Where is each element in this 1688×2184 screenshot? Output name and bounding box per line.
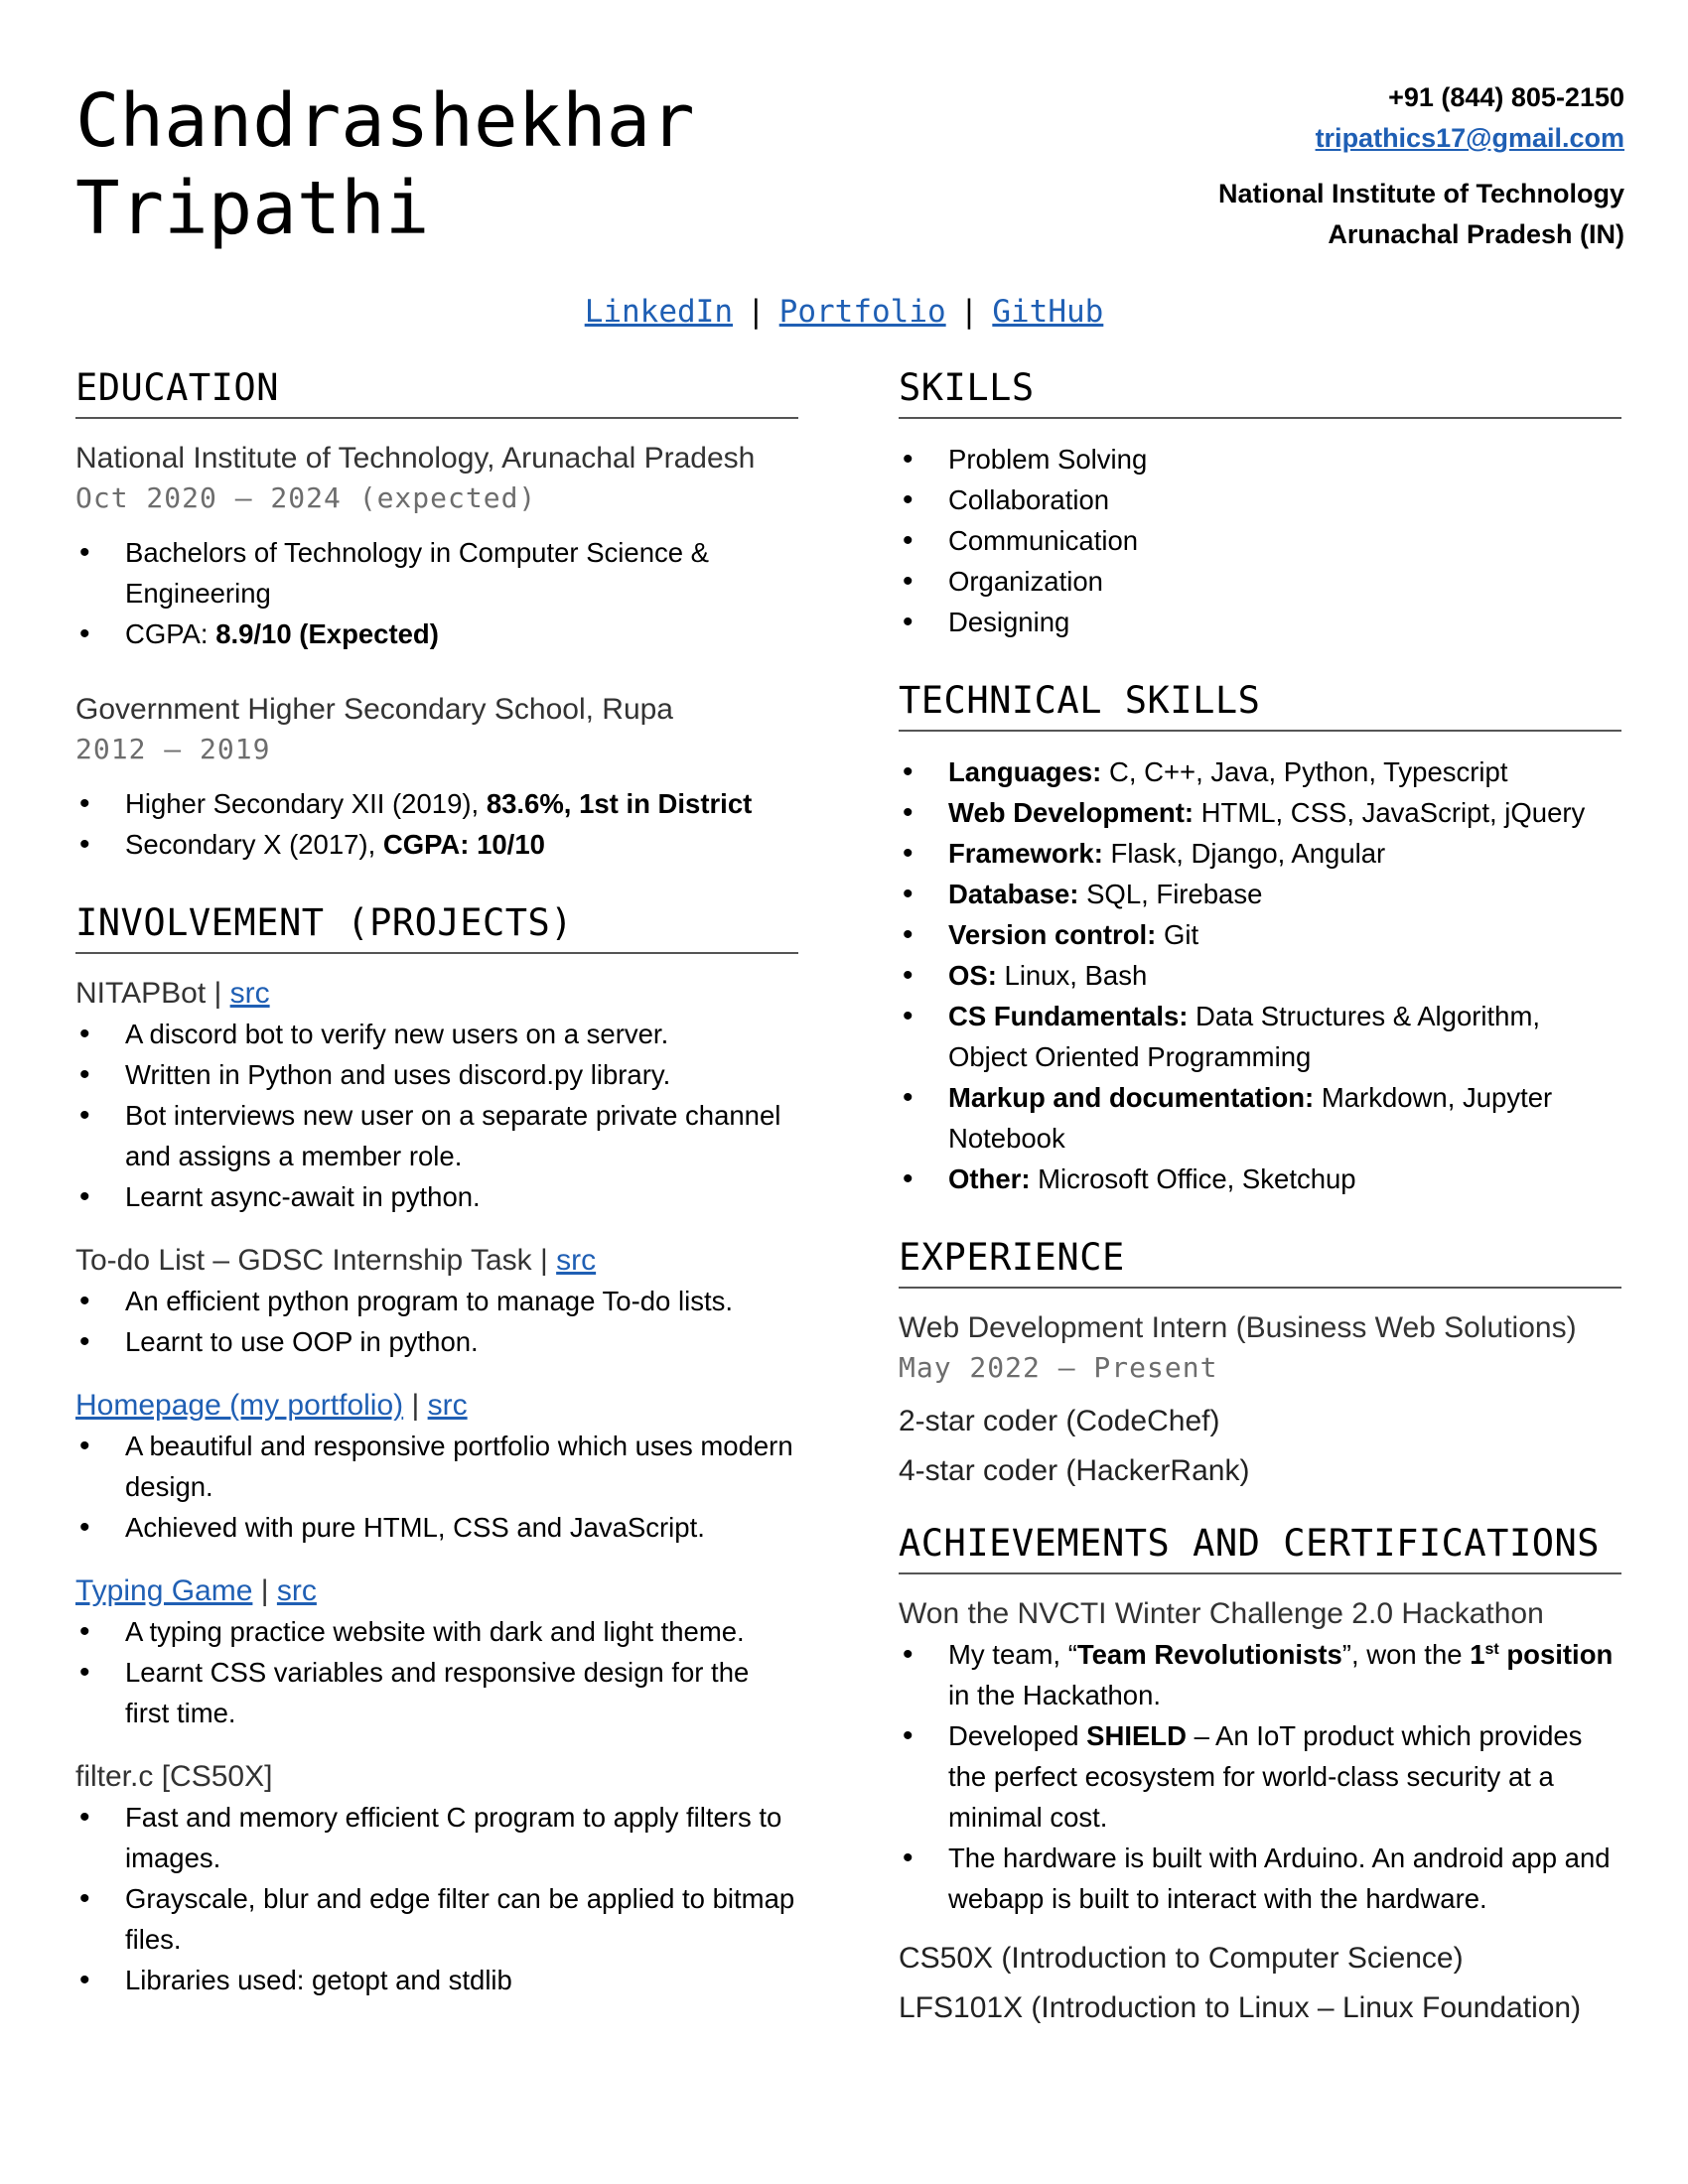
candidate-name [75, 77, 695, 252]
list-item: • A typing practice website with dark and light theme. [75, 1611, 798, 1652]
linkedin-link[interactable]: LinkedIn [584, 294, 733, 330]
cs50x-certification: CS50X (Introduction to Computer Science) [899, 1942, 1464, 1975]
list-item: • Written in Python and uses discord.py library. [75, 1054, 798, 1095]
institute-line-1: National Institute of Technology [1218, 179, 1624, 208]
left-column [75, 365, 798, 2014]
project-homepage-title: Homepage (my portfolio) | src [75, 1389, 468, 1422]
nit-date: Oct 2020 – 2024 (expected) [75, 481, 537, 514]
list-item: • Higher Secondary XII (2019), 83.6%, 1st in District [75, 783, 798, 824]
technical-skills-heading: TECHNICAL SKILLS [899, 678, 1621, 732]
skills-heading: SKILLS [899, 365, 1621, 419]
internship-title: Web Development Intern (Business Web Solutions) [899, 1311, 1577, 1344]
typing-game-link[interactable]: Typing Game [75, 1574, 253, 1607]
list-item: • Libraries used: getopt and stdlib [75, 1960, 798, 2000]
list-item: • Markup and documentation: Markdown, Jupyter Notebook [899, 1077, 1621, 1159]
school-title: Government Higher Secondary School, Rupa [75, 693, 673, 726]
list-item: • Other: Microsoft Office, Sketchup [899, 1159, 1621, 1199]
list-item: • Bot interviews new user on a separate private channel and assigns a member role. [75, 1095, 798, 1176]
project-typing-title: Typing Game | src [75, 1574, 317, 1607]
school-date: 2012 – 2019 [75, 733, 271, 765]
list-item: • Achieved with pure HTML, CSS and JavaScript. [75, 1507, 798, 1548]
list-item: • Framework: Flask, Django, Angular [899, 833, 1621, 874]
project-nitapbot-bullets [75, 1014, 798, 1217]
institute-line-2: Arunachal Pradesh (IN) [1328, 219, 1624, 249]
link-separator: | [747, 294, 766, 330]
project-typing-bullets [75, 1611, 798, 1733]
hackathon-title: Won the NVCTI Winter Challenge 2.0 Hackathon [899, 1597, 1544, 1630]
codechef-rating: 2-star coder (CodeChef) [899, 1405, 1220, 1437]
list-item: • CS Fundamentals: Data Structures & Algorithm, Object Oriented Programming [899, 996, 1621, 1077]
education-heading: EDUCATION [75, 365, 798, 419]
link-separator: | [959, 294, 979, 330]
list-item: • A discord bot to verify new users on a server. [75, 1014, 798, 1054]
list-item: • Developed SHIELD – An IoT product which provides the perfect ecosystem for world-class security at a minimal cost. [899, 1715, 1621, 1838]
list-item: • Version control: Git [899, 914, 1621, 955]
list-item: • Fast and memory efficient C program to apply filters to images. [75, 1797, 798, 1878]
email-link[interactable]: tripathics17@gmail.com [1315, 123, 1624, 153]
src-link[interactable]: src [427, 1389, 468, 1422]
nit-title: National Institute of Technology, Arunachal Pradesh [75, 442, 756, 475]
list-item: • An efficient python program to manage To-do lists. [75, 1281, 798, 1321]
list-item: • A beautiful and responsive portfolio which uses modern design. [75, 1426, 798, 1507]
list-item: • Secondary X (2017), CGPA: 10/10 [75, 824, 798, 865]
achievements-heading: ACHIEVEMENTS AND CERTIFICATIONS [899, 1521, 1621, 1574]
project-filter-title: filter.c [CS50X] [75, 1760, 273, 1793]
project-todo-bullets [75, 1281, 798, 1362]
hackerrank-rating: 4-star coder (HackerRank) [899, 1454, 1250, 1487]
internship-date: May 2022 – Present [899, 1351, 1218, 1384]
school-details [75, 783, 798, 865]
src-link[interactable]: src [556, 1244, 597, 1277]
list-item: • Bachelors of Technology in Computer Science & Engineering [75, 532, 798, 614]
list-item: • Languages: C, C++, Java, Python, Typescript [899, 751, 1621, 792]
homepage-link[interactable]: Homepage (my portfolio) [75, 1389, 404, 1422]
profile-links [0, 292, 1688, 332]
project-filter-bullets [75, 1797, 798, 2000]
nit-details [75, 532, 798, 654]
right-column [899, 365, 1621, 2028]
contact-block [1218, 77, 1624, 255]
github-link[interactable]: GitHub [992, 294, 1104, 330]
lfs101x-certification: LFS101X (Introduction to Linux – Linux Foundation) [899, 1991, 1582, 2024]
list-item: • Web Development: HTML, CSS, JavaScript, jQuery [899, 792, 1621, 833]
last-name: Tripathi [75, 166, 430, 251]
first-name: Chandrashekhar [75, 78, 695, 164]
project-nitapbot-title: NITAPBot | src [75, 977, 270, 1010]
list-item: • Grayscale, blur and edge filter can be applied to bitmap files. [75, 1878, 798, 1960]
portfolio-link[interactable]: Portfolio [778, 294, 946, 330]
list-item: • Learnt to use OOP in python. [75, 1321, 798, 1362]
list-item: • CGPA: 8.9/10 (Expected) [75, 614, 798, 654]
list-item: • OS: Linux, Bash [899, 955, 1621, 996]
hackathon-bullets [899, 1634, 1621, 1919]
list-item: • Learnt async-await in python. [75, 1176, 798, 1217]
list-item: • My team, “Team Revolutionists”, won the 1st position in the Hackathon. [899, 1634, 1621, 1715]
src-link[interactable]: src [276, 1574, 317, 1607]
list-item: • Designing [899, 602, 1621, 642]
experience-heading: EXPERIENCE [899, 1235, 1621, 1289]
src-link[interactable]: src [229, 977, 270, 1010]
phone-number: +91 (844) 805-2150 [1388, 82, 1624, 112]
list-item: • Learnt CSS variables and responsive design for the first time. [75, 1652, 798, 1733]
technical-skills-list [899, 751, 1621, 1199]
skills-list [899, 439, 1621, 642]
list-item: • Database: SQL, Firebase [899, 874, 1621, 914]
project-homepage-bullets [75, 1426, 798, 1548]
list-item: • Communication [899, 520, 1621, 561]
list-item: • Collaboration [899, 479, 1621, 520]
list-item: • The hardware is built with Arduino. An android app and webapp is built to interact with the hardware. [899, 1838, 1621, 1919]
list-item: • Problem Solving [899, 439, 1621, 479]
list-item: • Organization [899, 561, 1621, 602]
projects-heading: INVOLVEMENT (PROJECTS) [75, 900, 798, 954]
project-todo-title: To-do List – GDSC Internship Task | src [75, 1244, 597, 1277]
